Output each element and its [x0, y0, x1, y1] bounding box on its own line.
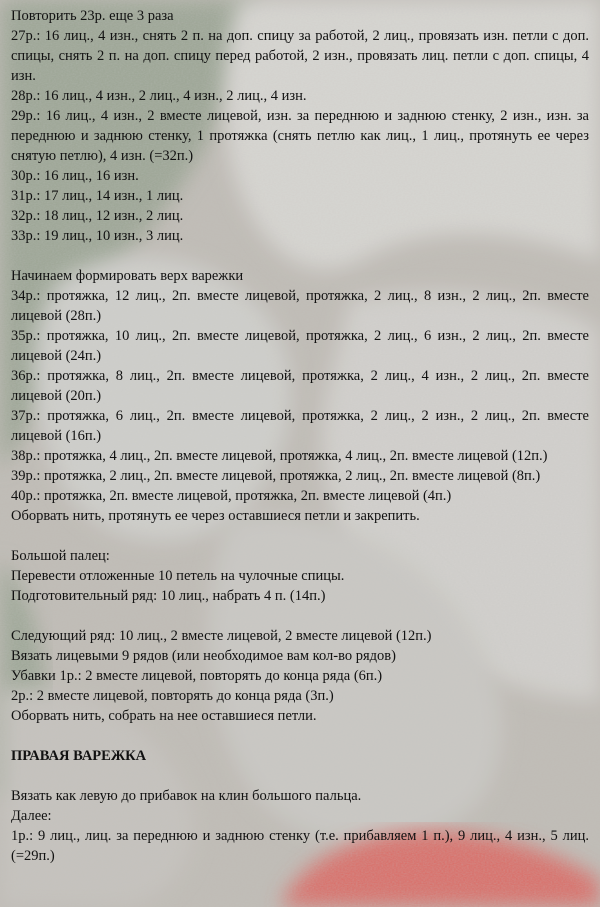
blank-line — [11, 246, 589, 266]
instruction-line: Оборвать нить, собрать на нее оставшиеся петли. — [11, 708, 317, 724]
instruction-line: Далее: — [11, 808, 52, 824]
instruction-line: 36р.: протяжка, 8 лиц., 2п. вместе лицевой, протяжка, 2 лиц., 4 изн., 2 лиц., 2п. вместе лицевой (20п.) — [11, 368, 589, 404]
instruction-line: 40р.: протяжка, 2п. вместе лицевой, протяжка, 2п. вместе лицевой (4п.) — [11, 488, 452, 504]
instruction-line: Перевести отложенные 10 петель на чулочные спицы. — [11, 568, 345, 584]
instruction-line: Начинаем формировать верх варежки — [11, 268, 244, 284]
instruction-line: Подготовительный ряд: 10 лиц., набрать 4 п. (14п.) — [11, 588, 326, 604]
instruction-line: 38р.: протяжка, 4 лиц., 2п. вместе лицевой, протяжка, 4 лиц., 2п. вместе лицевой (12п.) — [11, 448, 548, 464]
instruction-line: Большой палец: — [11, 548, 110, 564]
blank-line — [11, 606, 589, 626]
instruction-line: 39р.: протяжка, 2 лиц., 2п. вместе лицевой, протяжка, 2 лиц., 2п. вместе лицевой (8п.) — [11, 468, 541, 484]
instruction-line: Убавки 1р.: 2 вместе лицевой, повторять до конца ряда (6п.) — [11, 668, 383, 684]
instruction-line: 27р.: 16 лиц., 4 изн., снять 2 п. на доп. спицу за работой, 2 лиц., провязать изн. петли с доп. спицы, снять 2 п. на доп. спицу перед работой, 2 изн., провязать лиц. петли с доп. спицы, 4 изн. — [11, 28, 589, 84]
instruction-line: 34р.: протяжка, 12 лиц., 2п. вместе лицевой, протяжка, 2 лиц., 8 изн., 2 лиц., 2п. вместе лицевой (28п.) — [11, 288, 589, 324]
instruction-line: Повторить 23р. еще 3 раза — [11, 8, 174, 24]
knitting-instructions — [11, 6, 589, 866]
instruction-line: 37р.: протяжка, 6 лиц., 2п. вместе лицевой, протяжка, 2 лиц., 2 изн., 2 лиц., 2п. вместе лицевой (16п.) — [11, 408, 589, 444]
instruction-line: 33р.: 19 лиц., 10 изн., 3 лиц. — [11, 228, 184, 244]
instruction-line: 31р.: 17 лиц., 14 изн., 1 лиц. — [11, 188, 184, 204]
instruction-line: 2р.: 2 вместе лицевой, повторять до конца ряда (3п.) — [11, 688, 334, 704]
instruction-line: 32р.: 18 лиц., 12 изн., 2 лиц. — [11, 208, 184, 224]
instruction-line: Следующий ряд: 10 лиц., 2 вместе лицевой, 2 вместе лицевой (12п.) — [11, 628, 432, 644]
instruction-line: 29р.: 16 лиц., 4 изн., 2 вместе лицевой, изн. за переднюю и заднюю стенку, 2 изн., изн. за переднюю и заднюю стенку, 1 протяжка (снять петлю как лиц., 1 лиц., протянуть ее через снятую петлю), 4 изн. (=32п.) — [11, 108, 589, 164]
blank-line — [11, 526, 589, 546]
section-heading: ПРАВАЯ ВАРЕЖКА — [11, 748, 147, 764]
instruction-line: Вязать как левую до прибавок на клин большого пальца. — [11, 788, 362, 804]
instruction-line: 28р.: 16 лиц., 4 изн., 2 лиц., 4 изн., 2 лиц., 4 изн. — [11, 88, 307, 104]
blank-line — [11, 766, 589, 786]
blank-line — [11, 726, 589, 746]
instruction-line: Вязать лицевыми 9 рядов (или необходимое вам кол-во рядов) — [11, 648, 396, 664]
instruction-line: 30р.: 16 лиц., 16 изн. — [11, 168, 139, 184]
instruction-line: Оборвать нить, протянуть ее через оставшиеся петли и закрепить. — [11, 508, 420, 524]
instruction-line: 35р.: протяжка, 10 лиц., 2п. вместе лицевой, протяжка, 2 лиц., 6 изн., 2 лиц., 2п. вместе лицевой (24п.) — [11, 328, 589, 364]
instruction-line: 1р.: 9 лиц., лиц. за переднюю и заднюю стенку (т.е. прибавляем 1 п.), 9 лиц., 4 изн., 5 лиц. (=29п.) — [11, 828, 589, 864]
